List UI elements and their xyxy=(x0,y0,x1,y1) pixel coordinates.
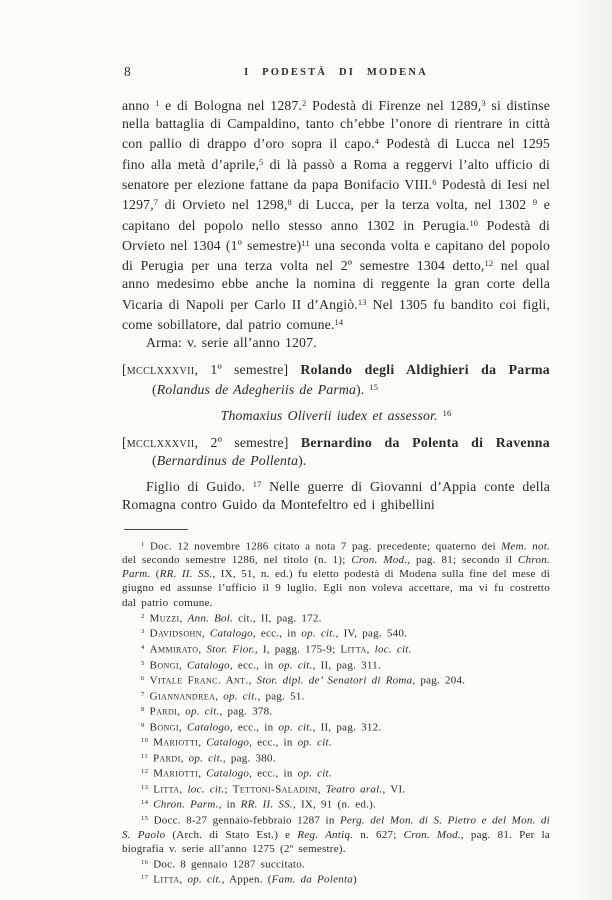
footnote-16: $^{16}$ Doc. 8 gennaio 1287 succitato. xyxy=(141,858,305,871)
footnote-10: $^{10}$ Mariotti, Catalogo, ecc., in op. cit. xyxy=(141,736,332,749)
text-block xyxy=(122,64,550,887)
footnote-1: $^1$ Doc. 12 novembre 1286 citato a nota 7 pag. precedente; quaterno dei Mem. not. del secondo semestre 1286, nel titolo (n. 1); Cron. Mod., pag. 81; secondo il Chron. Parm. (RR. II. SS., IX, 51, n. ed.) fu eletto podestà di Modena sulla fine del mese di giugno ed assunse l’ufficio il 9 luglio. Egli non voleva accettare, ma vi fu costretto dal patrio comune. xyxy=(122,539,551,609)
footnote-8: $^8$ Pardi, op. cit., pag. 378. xyxy=(141,705,273,718)
entry-assessor: Thomaxius Oliverii iudex et assessor. $^{16}$ xyxy=(220,407,452,423)
footnote-7: $^7$ Giannandrea, op. cit., pag. 51. xyxy=(141,689,305,702)
footnote-6: $^6$ Vitale Franc. Ant., Stor. dipl. de’ Senatori di Roma, pag. 204. xyxy=(141,674,466,687)
footnote-14: $^{14}$ Chron. Parm., in RR. II. SS., IX, 91 (n. ed.). xyxy=(141,798,377,811)
footnote-15: $^{15}$ Docc. 8-27 gennaio-febbraio 1287 in Perg. del Mon. di S. Pietro e del Mon. di S. Paolo (Arch. di Stato Est.) e Reg. Antiq. n. 627; Cron. Mod., pag. 81. Per la biografia v. serie all’anno 1275 (2º semestre). xyxy=(122,814,551,855)
paragraph-figlio: Figlio di Guido. $^{17}$ Nelle guerre di Giovanni d’Appia conte della Romagna contro Guido da Montefeltro ed i ghibellini xyxy=(122,479,550,513)
footnote-17: $^{17}$ Litta, op. cit., Appen. (Fam. da Polenta) xyxy=(141,873,357,886)
footnote-13: $^{13}$ Litta, loc. cit.; Tettoni-Saladini, Teatro aral., VI. xyxy=(141,783,406,796)
footnote-12: $^{12}$ Mariotti, Catalogo, ecc., in op. cit. xyxy=(141,767,332,780)
footnote-4: $^4$ Ammirato, Stor. Fior., I, pagg. 175-9; Litta, loc. cit. xyxy=(141,643,412,656)
footnote-divider xyxy=(124,529,188,530)
page-number: 8 xyxy=(124,64,131,79)
page-header xyxy=(122,64,550,82)
entry-1287-1-semestre: [mcclxxxvii, 1º semestre] Rolando degli Aldighieri da Parma (Rolandus de Adegheriis de Parma). $^{15}$ xyxy=(122,362,551,398)
footnote-5: $^5$ Bongi, Catalogo, ecc., in op. cit., II, pag. 311. xyxy=(141,658,381,671)
footnotes xyxy=(122,538,550,888)
entry-1287-2-semestre: [mcclxxxvii, 2º semestre] Bernardino da Polenta di Ravenna (Bernardinus de Pollenta). xyxy=(122,434,550,469)
paragraph-arma: Arma: v. serie all’anno 1207. xyxy=(146,335,317,351)
body-text xyxy=(122,95,550,515)
footnote-9: $^9$ Bongi, Catalogo, ecc., in op. cit., II, pag. 312. xyxy=(141,721,382,734)
footnote-2: $^2$ Muzzi, Ann. Bol. cit., II, pag. 172. xyxy=(141,612,322,625)
footnote-3: $^3$ Davidsohn, Catalogo, ecc., in op. cit., IV, pag. 540. xyxy=(141,627,408,640)
footnote-11: $^{11}$ Pardi, op. cit., pag. 380. xyxy=(141,752,276,765)
paragraph-biography: anno $^1$ e di Bologna nel 1287.$^2$ Podestà di Firenze nel 1289,$^3$ si distinse nella battaglia di Campaldino, tanto ch’ebbe l’onore di rientrare in città con pallio di drappo d’oro sopra il capo.$^4$ Podestà di Lucca nel 1295 fino alla metà d’aprile,$^5$ di là passò a Roma a reggervi l’alto ufficio di senatore per elezione fattane da papa Bonifacio VIII.$^6$ Podestà di Iesi nel 1297,$^7$ di Orvieto nel 1298,$^8$ di Lucca, per la terza volta, nel 1302 $^9$ e capitano del popolo nello stesso anno 1302 in Perugia.$^{10}$ Podestà di Orvieto nel 1304 (1º semestre)$^{11}$ una seconda volta e capitano del popolo di Perugia per una terza volta nel 2º semestre 1304 detto,$^{12}$ nel qual anno medesimo ebbe anche la nomina di reggente la gran corte della Vicaria di Napoli per Carlo II d’Angiò.$^{13}$ Nel 1305 fu bandito coi figli, come sobillatore, dal patrio comune.$^{14}$ xyxy=(122,98,551,333)
running-head: I PODESTÀ DI MODENA xyxy=(244,67,428,78)
